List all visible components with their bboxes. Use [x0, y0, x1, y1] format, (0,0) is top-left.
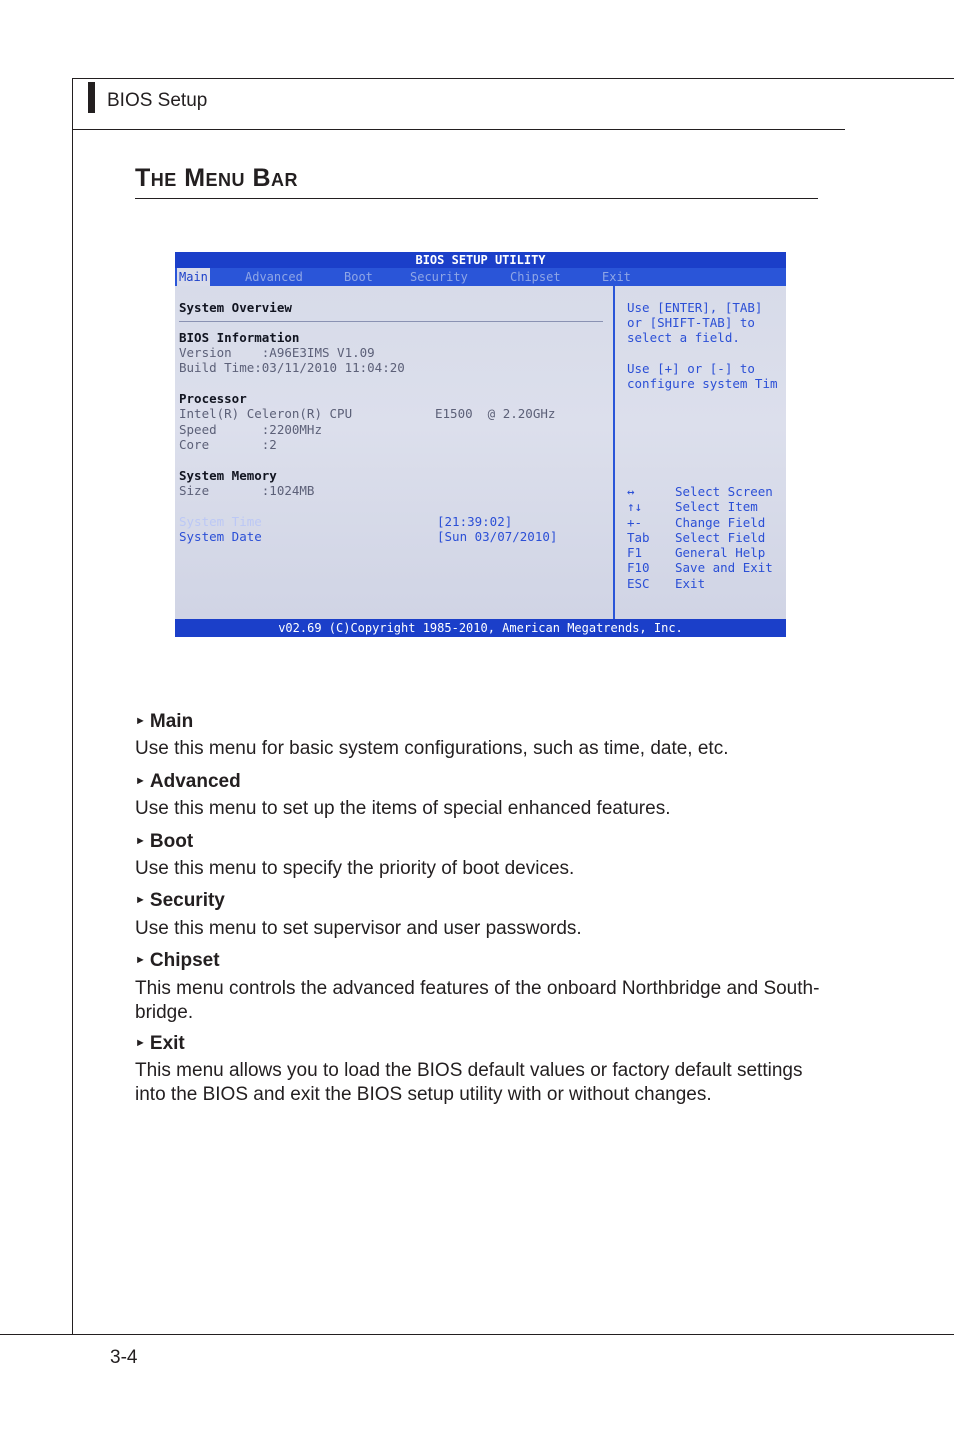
bios-help-line: Use [+] or [-] to [627, 361, 755, 376]
bios-help-line: configure system Tim [627, 376, 778, 391]
bios-screenshot [175, 252, 786, 637]
section-title: The Menu Bar [135, 164, 299, 192]
bios-title: BIOS SETUP UTILITY [175, 252, 786, 268]
item-description-advanced: Use this menu to set up the items of special enhanced features. [135, 798, 671, 819]
bios-tab-chipset: Chipset [510, 270, 561, 284]
bios-cpu-core: Core :2 [179, 437, 277, 452]
bios-help-line: select a field. [627, 330, 740, 345]
header-bar-mark [88, 82, 95, 113]
bios-key: F1 [627, 545, 643, 560]
page-number: 3-4 [110, 1347, 138, 1368]
bios-key-action: Select Field [675, 530, 766, 545]
title-rule [135, 198, 818, 199]
triangle-bullet-icon: ► [135, 775, 146, 787]
bios-key: F10 [627, 560, 650, 575]
bios-key: ↑↓ [627, 499, 643, 514]
triangle-bullet-icon: ► [135, 835, 146, 847]
triangle-bullet-icon: ► [135, 894, 146, 906]
bios-cpu-speed: Speed :2200MHz [179, 422, 322, 437]
left-margin-rule [72, 78, 73, 1335]
bios-version: Version :A96E3IMS V1.09 [179, 345, 375, 360]
item-heading-main: ► Main [135, 711, 194, 732]
bios-system-time-value: [21:39:02] [437, 514, 513, 529]
bios-key: ↔ [627, 484, 635, 499]
bios-info-heading: BIOS Information [179, 330, 300, 345]
bios-key: ESC [627, 576, 650, 591]
bios-tab-security: Security [410, 270, 468, 284]
bios-system-overview: System Overview [179, 300, 292, 315]
bios-build-time: Build Time:03/11/2010 11:04:20 [179, 360, 405, 375]
triangle-bullet-icon: ► [135, 1037, 146, 1049]
bios-tab-exit: Exit [602, 270, 631, 284]
running-head: BIOS Setup [107, 90, 208, 111]
bios-cpu-model: E1500 @ 2.20GHz [435, 406, 556, 421]
bios-processor-heading: Processor [179, 391, 247, 406]
triangle-bullet-icon: ► [135, 954, 146, 966]
bios-key-action: Select Screen [675, 484, 773, 499]
bios-cpu-name: Intel(R) Celeron(R) CPU [179, 406, 353, 421]
bios-tab-advanced: Advanced [245, 270, 303, 284]
bios-key-action: Exit [675, 576, 706, 591]
top-rule [72, 78, 954, 79]
item-description-security: Use this menu to set supervisor and user passwords. [135, 918, 582, 939]
bios-key: +- [627, 515, 643, 530]
header-rule [72, 129, 845, 130]
item-description-boot: Use this menu to specify the priority of boot devices. [135, 858, 575, 879]
bios-key-action: Save and Exit [675, 560, 773, 575]
item-description-exit: This menu allows you to load the BIOS default values or factory default settings into the BIOS and exit the BIOS setup utility with or without changes. [135, 1060, 803, 1105]
item-heading-chipset: ► Chipset [135, 950, 220, 971]
bios-overview-underline [179, 321, 603, 322]
bios-footer: v02.69 (C)Copyright 1985-2010, American Megatrends, Inc. [175, 619, 786, 637]
bios-key-action: Change Field [675, 515, 766, 530]
bios-tab-main: Main [179, 270, 208, 284]
bios-system-date-label: System Date [179, 529, 262, 544]
bios-key-action: General Help [675, 545, 766, 560]
bios-main-panel [175, 286, 613, 619]
item-heading-security: ► Security [135, 890, 225, 911]
bios-tab-boot: Boot [344, 270, 373, 284]
item-description-main: Use this menu for basic system configurations, such as time, date, etc. [135, 738, 729, 759]
item-description-chipset: This menu controls the advanced features of the onboard Northbridge and South-bridge. [135, 978, 820, 1023]
bios-help-line: Use [ENTER], [TAB] [627, 300, 763, 315]
bios-memory-size: Size :1024MB [179, 483, 315, 498]
item-heading-boot: ► Boot [135, 831, 194, 852]
triangle-bullet-icon: ► [135, 715, 146, 727]
item-heading-exit: ► Exit [135, 1033, 185, 1054]
bios-key-action: Select Item [675, 499, 758, 514]
bios-memory-heading: System Memory [179, 468, 277, 483]
bios-key: Tab [627, 530, 650, 545]
bios-system-date-value: [Sun 03/07/2010] [437, 529, 558, 544]
bottom-rule [0, 1334, 954, 1335]
bios-help-line: or [SHIFT-TAB] to [627, 315, 755, 330]
bios-menubar [175, 268, 786, 286]
bios-help-panel [615, 286, 786, 619]
bios-system-time-label: System Time [179, 514, 262, 529]
item-heading-advanced: ► Advanced [135, 771, 241, 792]
